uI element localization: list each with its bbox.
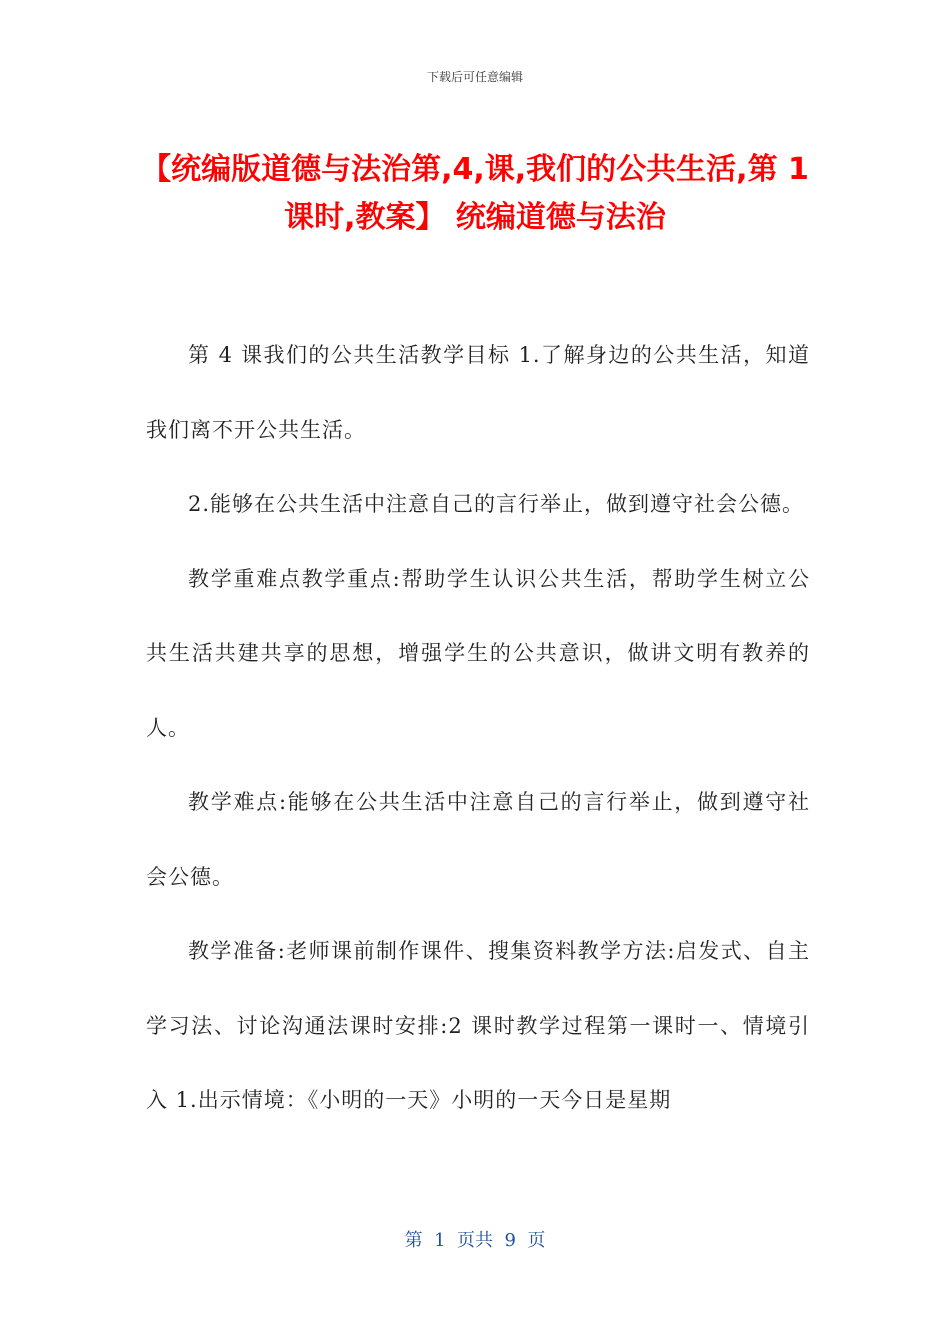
paragraph: 2.能够在公共生活中注意自己的言行举止，做到遵守社会公德。 — [188, 492, 805, 516]
paragraph: 教学准备:老师课前制作课件、搜集资料教学方法:启发式、自主学习法、讨论沟通法课时安排:2 课时教学过程第一课时一、情境引入 1.出示情境：《小明的一天》小明的一天今日是星期 — [146, 939, 810, 1112]
header-note: 下载后可任意编辑 — [426, 70, 523, 84]
paragraph: 第 4 课我们的公共生活教学目标 1.了解身边的公共生活，知道我们离不开公共生活。 — [146, 343, 810, 442]
document-body — [146, 318, 810, 1138]
document-title: 【统编版道德与法治第,4,课,我们的公共生活,第 1 课时,教案】 统编道德与法治 — [141, 152, 809, 235]
paragraph: 教学重难点教学重点:帮助学生认识公共生活，帮助学生树立公共生活共建共享的思想，增强学生的公共意识，做讲文明有教养的人。 — [146, 566, 810, 740]
paragraph: 教学难点:能够在公共生活中注意自己的言行举止，做到遵守社会公德。 — [146, 790, 810, 889]
page-footer: 第 1 页共 9 页 — [404, 1230, 546, 1251]
